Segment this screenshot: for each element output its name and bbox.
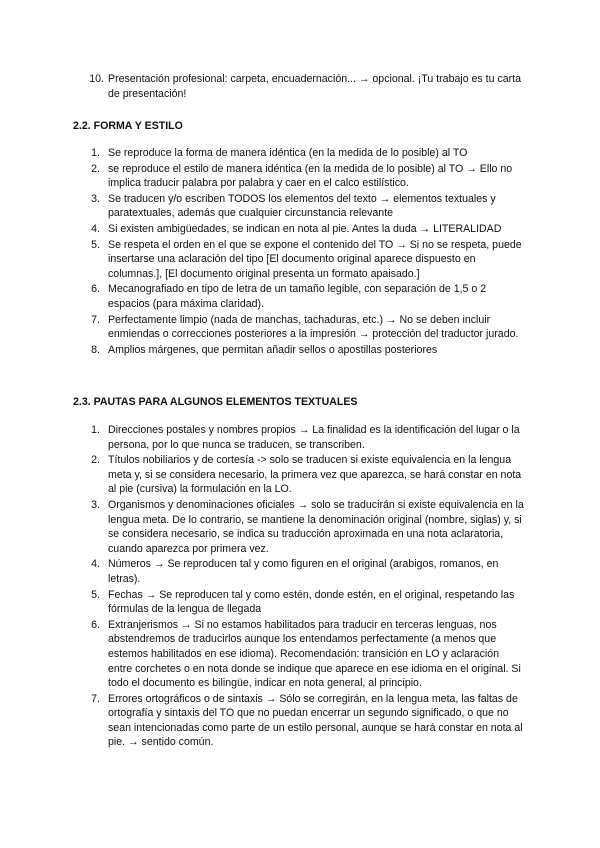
list-number: 3. (91, 498, 100, 511)
list-item (0, 238, 600, 282)
list-item (0, 222, 600, 237)
list-item (0, 146, 600, 161)
list-number: 6. (91, 618, 100, 631)
list-text: Se respeta el orden en el que se expone el contenido del TO → Si no se respeta, puede insertarse una aclaración del tipo [El documento original aparece dispuesto en columnas.], [El documento original presenta un formato apaisado.] (108, 238, 522, 280)
list-number: 3. (91, 192, 100, 205)
list-number: 4. (91, 222, 100, 235)
numbered-list-pautas (0, 423, 600, 751)
list-item (0, 282, 600, 311)
list-item (0, 423, 600, 452)
numbered-list-forma-estilo (0, 146, 600, 358)
list-text: Fechas → Se reproducen tal y como estén, donde estén, en el original, respetando las fórmulas de la lengua de llegada (108, 588, 515, 616)
list-item (0, 453, 600, 497)
list-number: 7. (91, 692, 100, 705)
list-text: Mecanografiado en tipo de letra de un tamaño legible, con separación de 1,5 o 2 espacios (para máxima claridad). (108, 283, 487, 310)
list-number: 1. (91, 424, 100, 436)
list-number: 10. (89, 73, 104, 85)
list-item (0, 313, 600, 342)
list-text: se reproduce el estilo de manera idéntica (en la medida de lo posible) al TO → Ello no implica traducir palabra por palabra y caer en el calco estilístico. (108, 162, 513, 190)
list-item (0, 618, 600, 691)
list-number: 8. (91, 343, 100, 356)
list-text: Amplios márgenes, que permitan añadir sellos o apostillas posteriores (108, 343, 438, 356)
list-item (0, 343, 600, 358)
list-item (0, 498, 600, 556)
list-text: Se traducen y/o escriben TODOS los elementos del texto → elementos textuales y paratextuales, además que cualquier circunstancia relevante (108, 192, 496, 220)
list-text: Direcciones postales y nombres propios → La finalidad es la identificación del lugar o la persona, por lo que nunca se traducen, se transcriben. (108, 424, 520, 451)
list-number: 7. (91, 313, 100, 326)
list-number: 4. (91, 558, 100, 571)
list-item (0, 192, 600, 221)
list-number: 5. (91, 588, 100, 601)
list-number: 2. (91, 454, 100, 467)
list-text: Números → Se reproducen tal y como figuren en el original (arabigos, romanos, en letras). (108, 558, 499, 585)
list-text: Si existen ambigüedades, se indican en nota al pie. Antes la duda → LITERALIDAD (108, 222, 502, 235)
list-item (0, 557, 600, 586)
list-number: 6. (91, 283, 100, 296)
list-text: Errores ortográficos o de sintaxis → Sólo se corregirán, en la lengua meta, las faltas de ortografía y sintaxis del TO que no puedan encerrar un segundo significado, o que no sean intencionadas como parte de un estilo personal, aunque se hará constar en nota al pie. → sentido común. (108, 692, 523, 749)
list-text: Se reproduce la forma de manera idéntica (en la medida de lo posible) al TO (108, 147, 468, 159)
list-item (0, 692, 600, 750)
list-number: 1. (91, 147, 100, 159)
list-number: 2. (91, 162, 100, 175)
list-item (0, 162, 600, 191)
list-text: Títulos nobiliarios y de cortesía -> solo se traducen si existe equivalencia en la lengua meta y, si se considera necesario, la primera vez que aparezca, se hará constar en nota al pie (cursiva) la formulación en la LO. (108, 454, 522, 496)
list-text: Extranjerismos → Si no estamos habilitados para traducir en terceras lenguas, nos abstendremos de traducirlos aunque los entendamos perfectamente (a menos que estemos habilitados en ese idioma). Recomendación: transición en LO y aclaración entre corchetes o en nota donde se indique que aparece en ese idioma en el original. Si todo el documento es bilingüe, indicar en nota general, al principio. (108, 618, 521, 690)
list-item (0, 588, 600, 617)
list-text: Organismos y denominaciones oficiales → solo se traducirán si existe equivalencia en la lengua meta. De lo contrario, se mantiene la denominación original (nombre, siglas) y, si se considera necesario, se indica su traducción aproximada en una nota aclaratoria, cuando aparezca por primera vez. (108, 498, 524, 555)
list-number: 5. (91, 238, 100, 251)
section-heading-pautas: 2.3. PAUTAS PARA ALGUNOS ELEMENTOS TEXTUALES (73, 396, 358, 408)
section-heading-forma-estilo: 2.2. FORMA Y ESTILO (73, 120, 183, 132)
list-text: Presentación profesional: carpeta, encuadernación... → opcional. ¡Tu trabajo es tu carta de presentación! (108, 73, 522, 100)
list-text: Perfectamente limpio (nada de manchas, tachaduras, etc.) → No se deben incluir enmiendas o correcciones posteriores a la impresión → protección del traductor jurado. (108, 313, 519, 341)
list-item-10 (0, 72, 600, 101)
